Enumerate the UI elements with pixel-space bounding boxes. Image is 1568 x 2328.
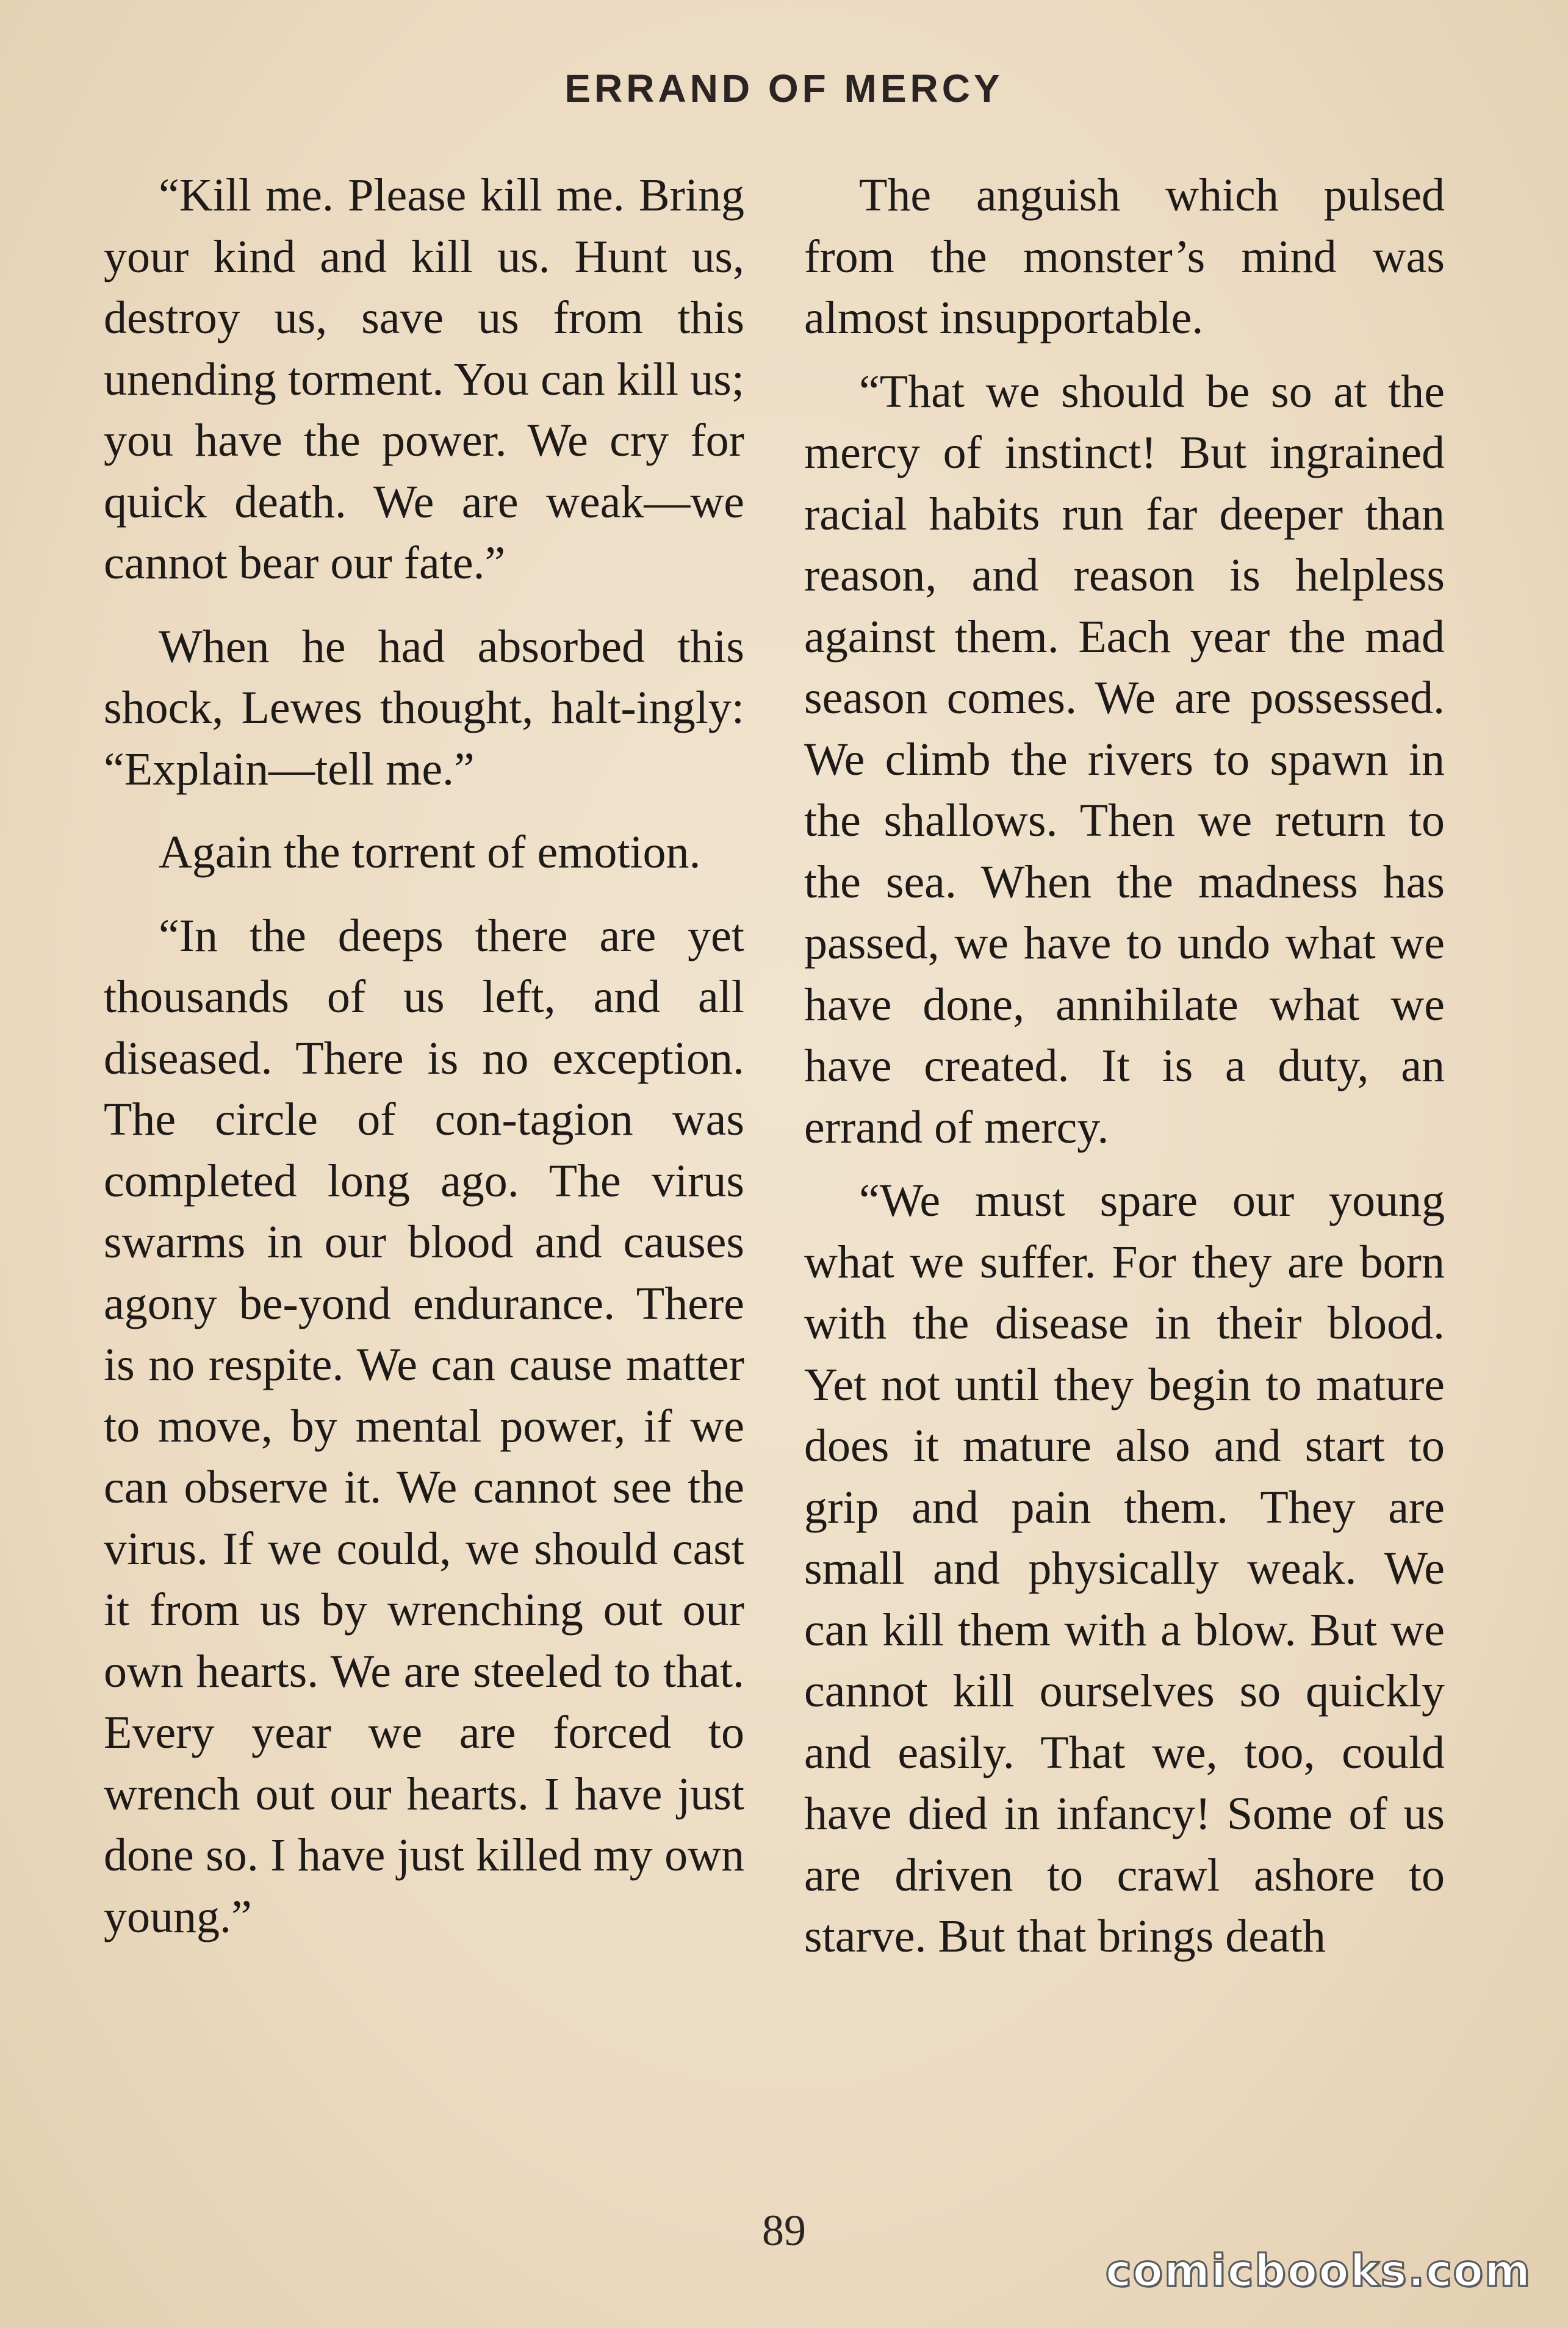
- paragraph: “Kill me. Please kill me. Bring your kind and kill us. Hunt us, destroy us, save us from this unending torment. You can kill us; you have the power. We cry for quick death. We are weak—we cannot bear our fate.”: [104, 170, 744, 589]
- paragraph: “In the deeps there are yet thousands of us left, and all diseased. There is no exception. The circle of con-tagion was completed long ago. The virus swarms in our blood and causes agony be-yond endurance. There is no respite. We can cause matter to move, by mental power, if we can observe it. We cannot see the virus. If we could, we should cast it from us by wrenching out our own hearts. We are steeled to that. Every year we are forced to wrench out our hearts. I have just done so. I have just killed my own young.”: [104, 910, 744, 1942]
- page-number: 89: [762, 2206, 806, 2255]
- paragraph: “We must spare our young what we suffer. For they are born with the disease in their blood. Yet not until they begin to mature does it mature also and start to grip and pain them. They are small and physically weak. We can kill them with a blow. But we cannot kill ourselves so quickly and easily. That we, too, could have died in infancy! Some of us are driven to crawl ashore to starve. But that brings death: [804, 1175, 1445, 1962]
- paragraph: Again the torrent of emotion.: [159, 827, 701, 878]
- paragraph: The anguish which pulsed from the monster’s mind was almost insupportable.: [804, 170, 1445, 343]
- paragraph: “That we should be so at the mercy of instinct! But ingrained racial habits run far deeper than reason, and reason is helpless against them. Each year the mad season comes. We are possessed. We climb the rivers to spawn in the shallows. Then we return to the sea. When the madness has passed, we have to undo what we have done, annihilate what we have created. It is a duty, an errand of mercy.: [804, 365, 1445, 1153]
- left-column: [104, 165, 744, 1969]
- watermark: comicbooks.com: [1105, 2245, 1531, 2296]
- running-head: ERRAND OF MERCY: [564, 66, 1004, 110]
- paragraph: When he had absorbed this shock, Lewes thought, halt-ingly: “Explain—tell me.”: [104, 620, 744, 795]
- right-column: [804, 165, 1445, 1980]
